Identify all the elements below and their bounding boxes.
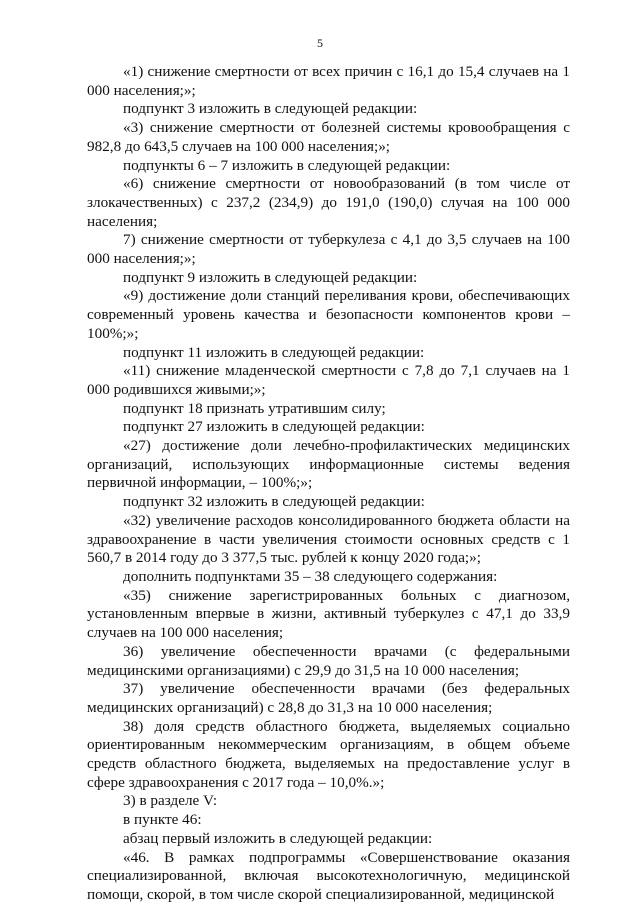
paragraph: «6) снижение смертности от новообразований (в том числе от злокачественных) с 237,2 (234,9) до 191,0 (190,0) случая на 100 000 населения; [87, 175, 570, 230]
paragraph: «3) снижение смертности от болезней системы кровообращения с 982,8 до 643,5 случаев на 100 000 населения;»; [87, 119, 570, 155]
paragraph: подпункт 27 изложить в следующей редакции: [123, 418, 425, 436]
paragraph: «35) снижение зарегистрированных больных с диагнозом, установленным впервые в жизни, активный туберкулез с 47,1 до 33,9 случаев на 100 000 населения; [87, 586, 570, 642]
paragraph: дополнить подпунктами 35 – 38 следующего содержания: [123, 567, 498, 585]
paragraph: «1) снижение смертности от всех причин с 16,1 до 15,4 случаев на 1 000 населения;»; [87, 63, 570, 99]
paragraph: «32) увеличение расходов консолидированного бюджета области на здравоохранение в части увеличения стоимости основных средств с 1 560,7 в 2014 году до 3 377,5 тыс. рублей к концу 2020 года;»; [87, 511, 570, 567]
paragraph: абзац первый изложить в следующей редакции: [123, 829, 433, 847]
paragraph: «11) снижение младенческой смертности с 7,8 до 7,1 случаев на 1 000 родившихся живыми;»; [87, 362, 570, 398]
paragraph: «46. В рамках подпрограммы «Совершенствование оказания специализированной, включая высокотехнологичную, медицинской помощи, скорой, в том числе скорой специализированной, медицинской [87, 848, 570, 903]
paragraph: 38) доля средств областного бюджета, выделяемых социально ориентированным некоммерческим организациям, в общем объеме средств областного бюджета, выделяемых на предоставление услуг в сфере здравоохранения с 2017 года – 10,0%.»; [87, 717, 570, 791]
paragraph: подпункт 9 изложить в следующей редакции: [123, 268, 418, 286]
paragraph: в пункте 46: [123, 811, 202, 829]
paragraph: подпункт 32 изложить в следующей редакции: [123, 493, 425, 511]
paragraph: «9) достижение доли станций переливания крови, обеспечивающих современный уровень качества и безопасности компонентов крови – 100%;»; [87, 287, 570, 342]
paragraph: подпункт 18 признать утратившим силу; [123, 399, 386, 417]
paragraph: 7) снижение смертности от туберкулеза с 4,1 до 3,5 случаев на 100 000 населения;»; [87, 231, 570, 268]
paragraph: подпункт 3 изложить в следующей редакции: [123, 100, 418, 118]
paragraph: «27) достижение доли лечебно-профилактических медицинских организаций, использующих информационные системы ведения первичной информации, – 100%;»; [87, 437, 570, 492]
paragraph: 3) в разделе V: [123, 792, 218, 810]
document-body [87, 63, 570, 905]
paragraph: 36) увеличение обеспеченности врачами (с федеральными медицинскими организациями) с 29,9 до 31,5 на 10 000 населения; [87, 642, 570, 679]
page-number: 5 [317, 36, 323, 50]
paragraph: подпункт 11 изложить в следующей редакции: [123, 343, 425, 361]
paragraph: 37) увеличение обеспеченности врачами (без федеральных медицинских организаций) с 28,8 до 31,3 на 10 000 населения; [87, 680, 570, 716]
paragraph: подпункты 6 – 7 изложить в следующей редакции: [123, 156, 451, 174]
